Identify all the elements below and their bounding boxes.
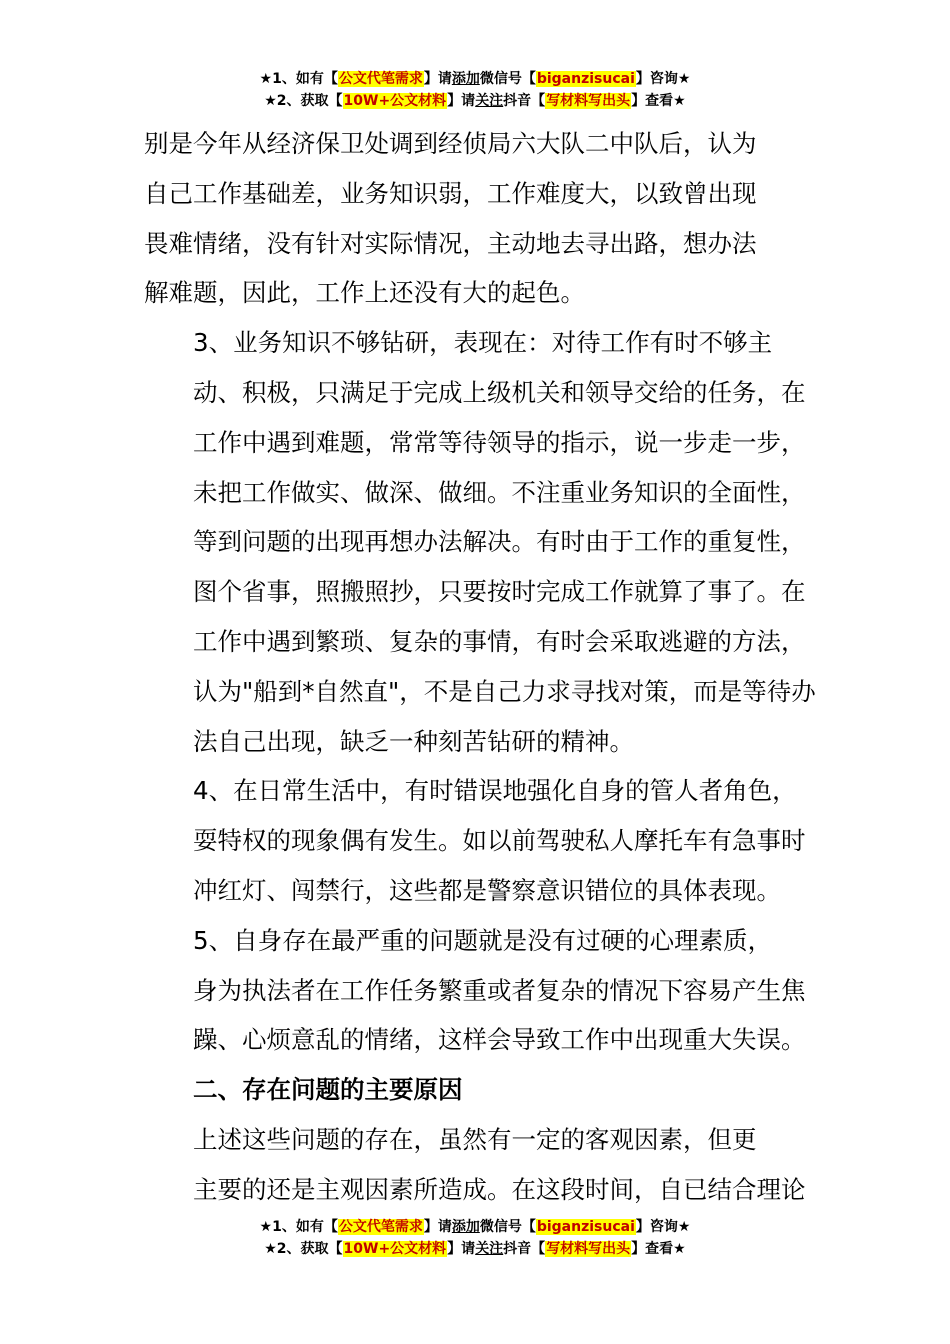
text-line: 解难题，因此，工作上还没有大的起色。 (144, 278, 585, 308)
banner-highlight: biganzisucai (536, 71, 635, 87)
banner-highlight: biganzisucai (536, 1219, 635, 1235)
banner-text: 微信号【 (479, 1219, 536, 1235)
banner-highlight: 写材料写出头 (546, 1241, 631, 1257)
banner-text: 】咨询★ (635, 1219, 691, 1235)
text-line: 工作中遇到难题，常常等待领导的指示，说一步走一步， (193, 427, 806, 457)
banner-line-1 (0, 1216, 950, 1238)
banner-line-1 (0, 68, 950, 90)
banner-line-2 (0, 1238, 950, 1260)
text-line: 5、自身存在最严重的问题就是没有过硬的心理素质， (193, 925, 773, 955)
footer-banner (0, 1216, 950, 1260)
banner-text: 抖音【 (503, 1241, 546, 1257)
banner-line-2 (0, 90, 950, 112)
text-line: 4、在日常生活中，有时错误地强化自身的管人者角色， (193, 776, 797, 806)
text-line: 冲红灯、闯禁行，这些都是警察意识错位的具体表现。 (193, 875, 781, 905)
text-line: 3、业务知识不够钻研，表现在：对待工作有时不够主 (193, 328, 773, 358)
banner-underlined-text: 关注 (475, 1241, 504, 1257)
text-line: 图个省事，照搬照抄，只要按时完成工作就算了事了。在 (193, 577, 806, 607)
banner-text: ★1、如有【 (259, 71, 338, 87)
banner-text: 微信号【 (479, 71, 536, 87)
paragraph-continuation (144, 119, 834, 318)
paragraph-item-4 (144, 766, 834, 915)
banner-text: ★2、获取【 (264, 93, 343, 109)
paragraph-item-3 (144, 318, 834, 766)
banner-highlight: 公文代笔需求 (338, 71, 423, 87)
document-body (144, 119, 834, 1215)
text-line: 躁、心烦意乱的情绪，这样会导致工作中出现重大失误。 (193, 1025, 806, 1055)
banner-underlined-text: 关注 (475, 93, 504, 109)
heading-text: 二、存在问题的主要原因 (193, 1075, 463, 1105)
banner-text: 】查看★ (631, 1241, 686, 1257)
banner-underlined-text: 添加 (451, 71, 480, 87)
banner-text: 】请 (447, 93, 476, 109)
header-banner (0, 68, 950, 112)
banner-text: ★1、如有【 (259, 1219, 338, 1235)
text-line: 上述这些问题的存在，虽然有一定的客观因素，但更 (193, 1124, 757, 1154)
banner-text: 】请 (423, 1219, 452, 1235)
text-line: 身为执法者在工作任务繁重或者复杂的情况下容易产生焦 (193, 975, 806, 1005)
text-line: 等到问题的出现再想办法解决。有时由于工作的重复性， (193, 527, 806, 557)
banner-text: 】咨询★ (635, 71, 691, 87)
text-line: 自己工作基础差，业务知识弱，工作难度大，以致曾出现 (144, 178, 757, 208)
banner-text: ★2、获取【 (264, 1241, 343, 1257)
text-line: 未把工作做实、做深、做细。不注重业务知识的全面性， (193, 477, 806, 507)
banner-underlined-text: 添加 (451, 1219, 480, 1235)
text-line: 法自己出现，缺乏一种刻苦钻研的精神。 (193, 726, 634, 756)
text-line: 主要的还是主观因素所造成。在这段时间，自已结合理论 (193, 1174, 806, 1204)
banner-text: 抖音【 (503, 93, 546, 109)
text-line: 别是今年从经济保卫处调到经侦局六大队二中队后，认为 (144, 129, 757, 158)
text-line: 耍特权的现象偶有发生。如以前驾驶私人摩托车有急事时 (193, 826, 806, 856)
banner-text: 】请 (447, 1241, 476, 1257)
paragraph-causes (144, 1115, 834, 1215)
text-line: 畏难情绪，没有针对实际情况，主动地去寻出路，想办法 (144, 228, 757, 258)
banner-highlight: 写材料写出头 (546, 93, 631, 109)
text-line: 动、积极，只满足于完成上级机关和领导交给的任务，在 (193, 377, 806, 407)
section-heading (144, 1065, 834, 1115)
banner-text: 】请 (423, 71, 452, 87)
banner-highlight: 10W+公文材料 (343, 1241, 447, 1257)
banner-text: 】查看★ (631, 93, 686, 109)
banner-highlight: 公文代笔需求 (338, 1219, 423, 1235)
paragraph-item-5 (144, 916, 834, 1065)
banner-highlight: 10W+公文材料 (343, 93, 447, 109)
text-line: 认为"船到*自然直"，不是自己力求寻找对策，而是等待办 (193, 676, 816, 706)
text-line: 工作中遇到繁琐、复杂的事情，有时会采取逃避的方法， (193, 626, 806, 656)
